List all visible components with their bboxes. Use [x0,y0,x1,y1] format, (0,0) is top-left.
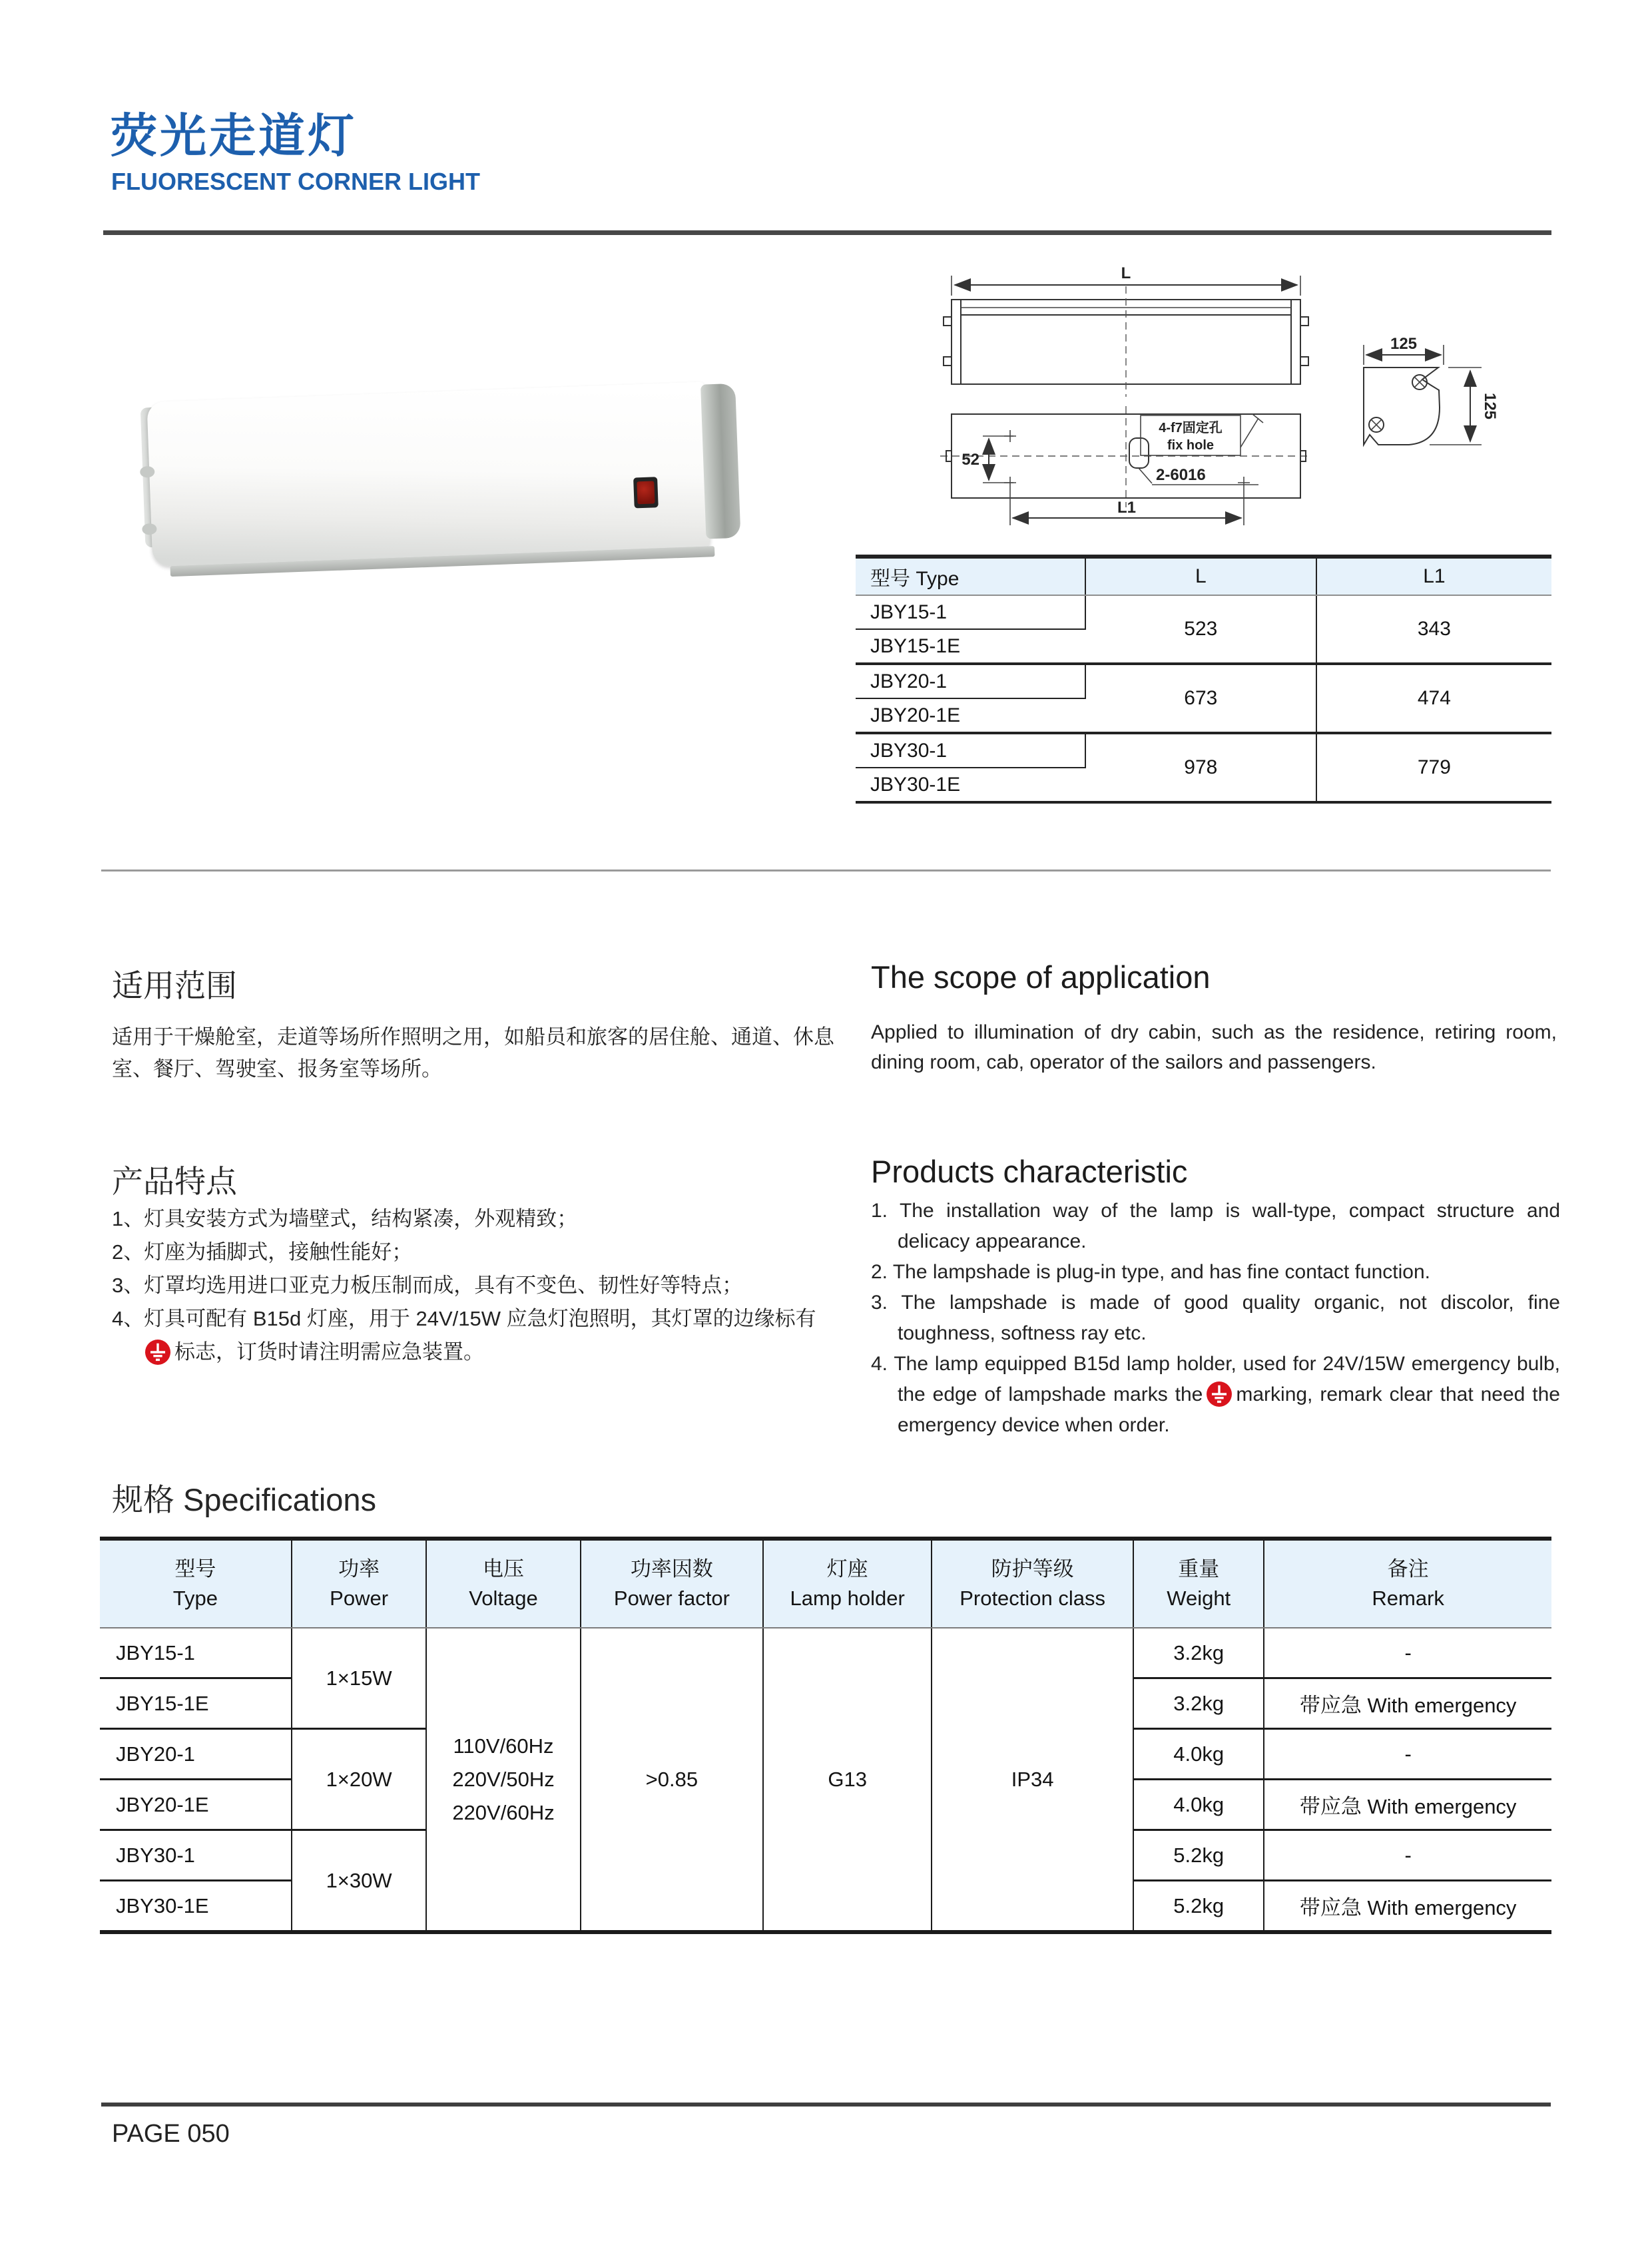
feature-item-text: 4. The lamp equipped B15d lamp holder, used for 24V/15W emergency bulb, the edge of lampshade marks the [871,1353,1560,1405]
emergency-mark-icon [1207,1381,1232,1407]
header-zh: 功率因数 [630,1557,713,1581]
scope-body-zh: 适用于干燥舱室，走道等场所作照明之用，如船员和旅客的居住舱、通道、休息室、餐厅、驾驶室、报务室等场所。 [112,1025,834,1081]
page-number: PAGE 050 [112,2120,230,2148]
type-cell: JBY30-1 [100,1830,292,1881]
lamp-holder-cell: G13 [763,1628,932,1932]
header-divider [103,230,1551,235]
drawing-bottom-view [940,406,1312,525]
power-cell: 1×15W [292,1628,427,1729]
header-en: Weight [1167,1587,1231,1610]
voltage-line: 220V/60Hz [452,1800,555,1824]
weight-cell: 4.0kg [1133,1729,1264,1780]
col-header-type: 型号 Type [856,557,1085,595]
header-en: Remark [1372,1587,1444,1610]
voltage-line: 220V/50Hz [452,1767,555,1791]
weight-cell: 4.0kg [1133,1780,1264,1830]
remark-cell: 带应急 With emergency [1264,1780,1551,1830]
features-heading-en: Products characteristic [871,1154,1188,1189]
col-header-voltage [426,1539,580,1628]
fix-hole-label-en: fix hole [1167,438,1215,453]
col-header-type [100,1539,292,1628]
scope-heading-en: The scope of application [871,959,1211,995]
type-cell: JBY20-1 [856,664,1085,698]
protection-class-cell: IP34 [932,1628,1133,1932]
feature-item: 1、灯具安装方式为墙壁式，结构紧凑，外观精致； [112,1207,578,1230]
features-heading-zh: 产品特点 [112,1164,237,1199]
l1-cell: 779 [1316,733,1551,802]
remark-cell: 带应急 With emergency [1299,1896,1517,1919]
type-cell: JBY15-1E [100,1678,292,1729]
weight-cell: 3.2kg [1133,1628,1264,1678]
weight-cell: 5.2kg [1133,1830,1264,1881]
col-header-lamp-holder [763,1539,932,1628]
header-zh: 防护等级 [991,1557,1074,1581]
feature-item [112,1302,844,1369]
type-cell: JBY30-1 [856,733,1085,768]
dim-label-L1: L1 [1117,499,1137,517]
dim-label-125-right: 125 [1481,392,1499,420]
footer-divider [101,2103,1551,2107]
weight-cell: 5.2kg [1133,1881,1264,1933]
dimensions-table-header [856,557,1551,595]
col-header-weight [1133,1539,1264,1628]
scope-heading-zh: 适用范围 [112,968,237,1003]
l-cell: 978 [1085,733,1316,802]
type-cell: JBY20-1E [100,1780,292,1830]
table-row [856,595,1551,629]
col-header-protection-class [932,1539,1133,1628]
header-zh: 备注 [1387,1557,1429,1581]
weight-cell: 3.2kg [1133,1678,1264,1729]
header-en: Lamp holder [790,1587,905,1610]
feature-item [871,1349,1560,1441]
technical-drawing [886,248,1551,561]
table-row [100,1628,1551,1678]
drawing-top-view [944,264,1308,397]
header-zh: 灯座 [826,1557,868,1581]
type-cell: JBY15-1 [100,1628,292,1678]
col-header-power-factor [581,1539,764,1628]
type-cell: JBY15-1E [856,629,1085,664]
fix-hole-label-zh: 4-f7固定孔 [1159,421,1223,435]
features-list-zh [112,1202,844,1369]
header-en: Protection class [960,1587,1106,1610]
dim-label-L: L [1121,264,1131,282]
power-factor-cell: >0.85 [581,1628,764,1932]
l1-cell: 343 [1316,595,1551,664]
feature-item: 3、灯罩均选用进口亚克力板压制而成，具有不变色、韧性好等特点； [112,1274,743,1297]
feature-item-text: 标志，订货时请注明需应急装置。 [174,1340,484,1364]
col-header-power [292,1539,427,1628]
header-en: Power factor [613,1587,730,1610]
type-cell: JBY20-1 [100,1729,292,1780]
table-row [856,733,1551,768]
dim-label-125-top: 125 [1390,335,1418,353]
l-cell: 673 [1085,664,1316,733]
header-zh: 型号 [174,1557,216,1581]
page-title-chinese: 荧光走道灯 [111,110,357,162]
header-zh: 重量 [1178,1557,1220,1581]
specifications-table-header [100,1539,1551,1628]
l1-cell: 474 [1316,664,1551,733]
feature-item: 1. The installation way of the lamp is wall-type, compact structure and delicacy appearance. [871,1200,1560,1252]
emergency-mark-icon [145,1340,170,1365]
dim-label-52: 52 [962,451,979,469]
lamp-indicator-switch [633,477,659,508]
type-cell: JBY30-1E [870,773,961,796]
specifications-table [100,1537,1551,1934]
col-header-l1: L1 [1316,557,1551,595]
remark-cell: - [1264,1729,1551,1780]
feature-item-text: 4、灯具可配有 B15d 灯座，用于 24V/15W 应急灯泡照明，其灯罩的边缘标有 [112,1307,816,1330]
scope-body-en: Applied to illumination of dry cabin, such as the residence, retiring room, dining room, cab, operator of the sailors and passengers. [871,1021,1557,1073]
remark-cell: 带应急 With emergency [1264,1678,1551,1729]
features-list-en [871,1196,1560,1441]
header-en: Type [172,1587,218,1610]
feature-item: 3. The lampshade is made of good quality organic, not discolor, fine toughness, softness ray etc. [871,1292,1560,1344]
header-en: Power [330,1587,389,1610]
table-row [856,664,1551,698]
specs-heading: 规格 Specifications [112,1482,377,1517]
product-photo [140,381,745,579]
voltage-line: 110V/60Hz [453,1734,554,1758]
section-divider [101,870,1551,872]
remark-cell: - [1264,1830,1551,1881]
header-zh: 功率 [338,1557,380,1581]
dim-label-hole: 2-6016 [1156,466,1206,484]
header-en: Voltage [469,1587,538,1610]
remark-cell: - [1264,1628,1551,1678]
feature-item: 2、灯座为插脚式，接触性能好； [112,1240,413,1264]
type-cell: JBY20-1E [856,698,1085,733]
drawing-end-view [1364,335,1499,445]
type-cell: JBY30-1E [100,1881,292,1933]
col-header-remark [1264,1539,1551,1628]
dimensions-table [856,555,1551,804]
lamp-body [146,382,710,567]
power-cell: 1×30W [292,1830,427,1933]
feature-item-text: marking, remark clear that need the emergency device when order. [898,1383,1560,1436]
type-cell: JBY15-1 [856,595,1085,629]
page-title-english: FLUORESCENT CORNER LIGHT [111,168,480,195]
l-cell: 523 [1085,595,1316,664]
header-zh: 电压 [483,1557,525,1581]
col-header-l: L [1085,557,1316,595]
power-cell: 1×20W [292,1729,427,1830]
lamp-right-cap [700,383,740,539]
voltage-cell [426,1628,580,1932]
feature-item: 2. The lampshade is plug-in type, and has fine contact function. [871,1261,1430,1283]
